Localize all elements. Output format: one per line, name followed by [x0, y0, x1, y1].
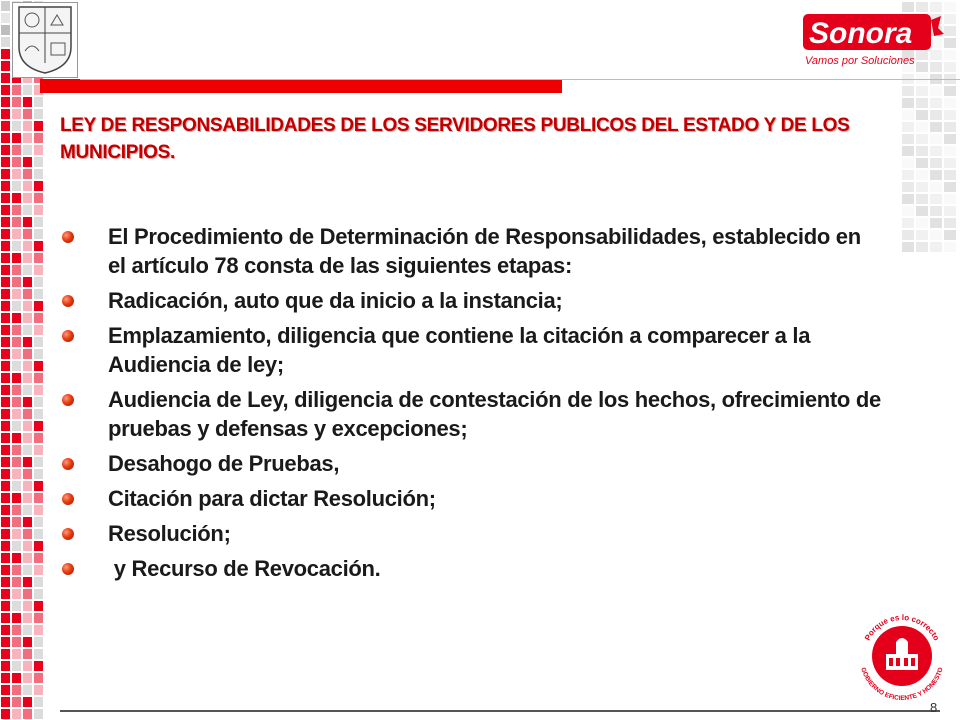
list-item	[62, 222, 882, 280]
list-item-text: Audiencia de Ley, diligencia de contestación de los hechos, ofrecimiento de pruebas y defensas y excepciones;	[108, 387, 881, 441]
list-item	[62, 484, 882, 513]
bullet-icon	[62, 231, 74, 243]
page-number: 8	[930, 700, 938, 715]
bullet-icon	[62, 493, 74, 505]
svg-text:GOBIERNO EFICIENTE Y HONESTO: GOBIERNO EFICIENTE Y HONESTO	[859, 666, 945, 703]
header-divider	[80, 79, 960, 80]
list-item-text: y Recurso de Revocación.	[108, 556, 381, 581]
sonora-logo	[803, 14, 945, 68]
bullet-icon	[62, 295, 74, 307]
footer-divider	[60, 710, 940, 712]
bullet-list	[62, 222, 882, 589]
list-item-text: Radicación, auto que da inicio a la instancia;	[108, 288, 563, 313]
list-item-text: El Procedimiento de Determinación de Responsabilidades, establecido en el artículo 78 consta de las siguientes etapas:	[108, 224, 861, 278]
slide-title: LEY DE RESPONSABILIDADES DE LOS SERVIDORES PUBLICOS DEL ESTADO Y DE LOS MUNICIPIOS.	[60, 115, 850, 163]
list-item	[62, 554, 882, 583]
bullet-icon	[62, 330, 74, 342]
state-emblem	[12, 2, 78, 78]
svg-text:Sonora: Sonora	[809, 17, 913, 50]
list-item	[62, 321, 882, 379]
list-item	[62, 286, 882, 315]
header-red-bar	[40, 79, 562, 93]
bullet-icon	[62, 394, 74, 406]
list-item	[62, 519, 882, 548]
government-seal	[852, 606, 952, 706]
list-item	[62, 385, 882, 443]
bullet-icon	[62, 528, 74, 540]
decorative-grid-left	[0, 0, 48, 720]
svg-text:Porque es lo correcto: Porque es lo correcto	[862, 612, 942, 643]
list-item-text: Citación para dictar Resolución;	[108, 486, 436, 511]
bullet-icon	[62, 563, 74, 575]
list-item-text: Desahogo de Pruebas,	[108, 451, 340, 476]
list-item-text: Emplazamiento, diligencia que contiene la citación a comparecer a la Audiencia de ley;	[108, 323, 811, 377]
bullet-icon	[62, 458, 74, 470]
list-item	[62, 449, 882, 478]
list-item-text: Resolución;	[108, 521, 231, 546]
svg-text:Vamos por Soluciones: Vamos por Soluciones	[805, 55, 915, 67]
